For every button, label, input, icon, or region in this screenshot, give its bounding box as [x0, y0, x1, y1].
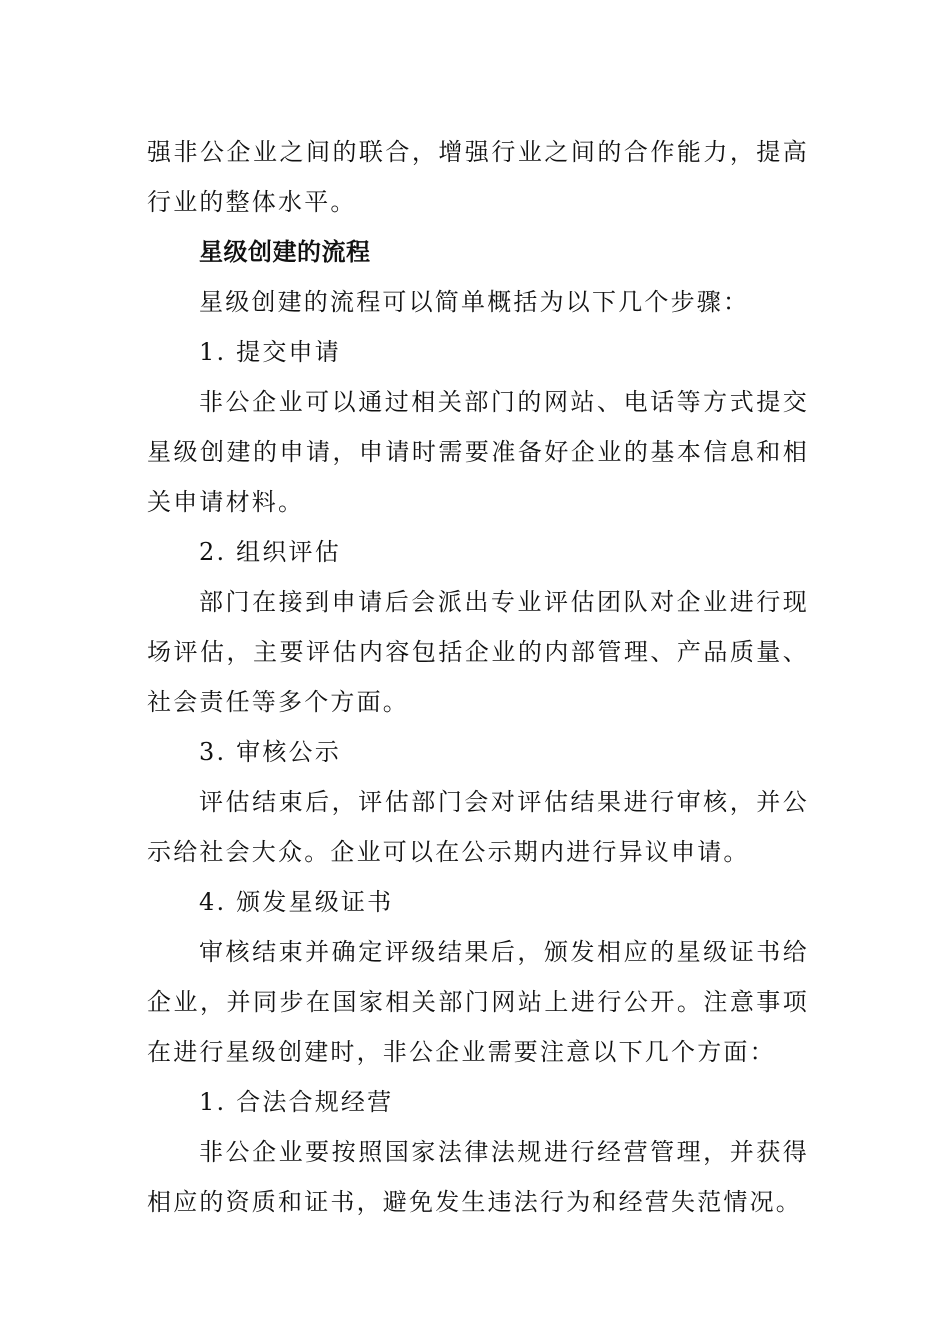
paragraph-continued: 强非公企业之间的联合，增强行业之间的合作能力，提高行业的整体水平。 — [147, 138, 809, 216]
step-title-4: 4. 颁发星级证书 — [199, 888, 394, 916]
note-title-1: 1. 合法合规经营 — [199, 1088, 394, 1116]
paragraph: 部门在接到申请后会派出专业评估团队对企业进行现场评估，主要评估内容包括企业的内部管理、产品质量、社会责任等多个方面。 — [147, 588, 809, 716]
paragraph: 评估结束后，评估部门会对评估结果进行审核，并公示给社会大众。企业可以在公示期内进行异议申请。 — [147, 788, 809, 866]
step-title-3: 3. 审核公示 — [199, 738, 341, 766]
paragraph: 非公企业要按照国家法律法规进行经营管理，并获得相应的资质和证书，避免发生违法行为和经营失范情况。 — [147, 1138, 809, 1216]
paragraph: 非公企业可以通过相关部门的网站、电话等方式提交星级创建的申请，申请时需要准备好企业的基本信息和相关申请材料。 — [147, 388, 809, 516]
step-title-2: 2. 组织评估 — [199, 538, 341, 566]
document-body — [147, 127, 809, 1227]
paragraph: 星级创建的流程可以简单概括为以下几个步骤： — [199, 288, 750, 316]
section-heading: 星级创建的流程 — [199, 238, 371, 266]
paragraph: 审核结束并确定评级结果后，颁发相应的星级证书给企业，并同步在国家相关部门网站上进行公开。注意事项在进行星级创建时，非公企业需要注意以下几个方面： — [147, 938, 809, 1066]
step-title-1: 1. 提交申请 — [199, 338, 341, 366]
